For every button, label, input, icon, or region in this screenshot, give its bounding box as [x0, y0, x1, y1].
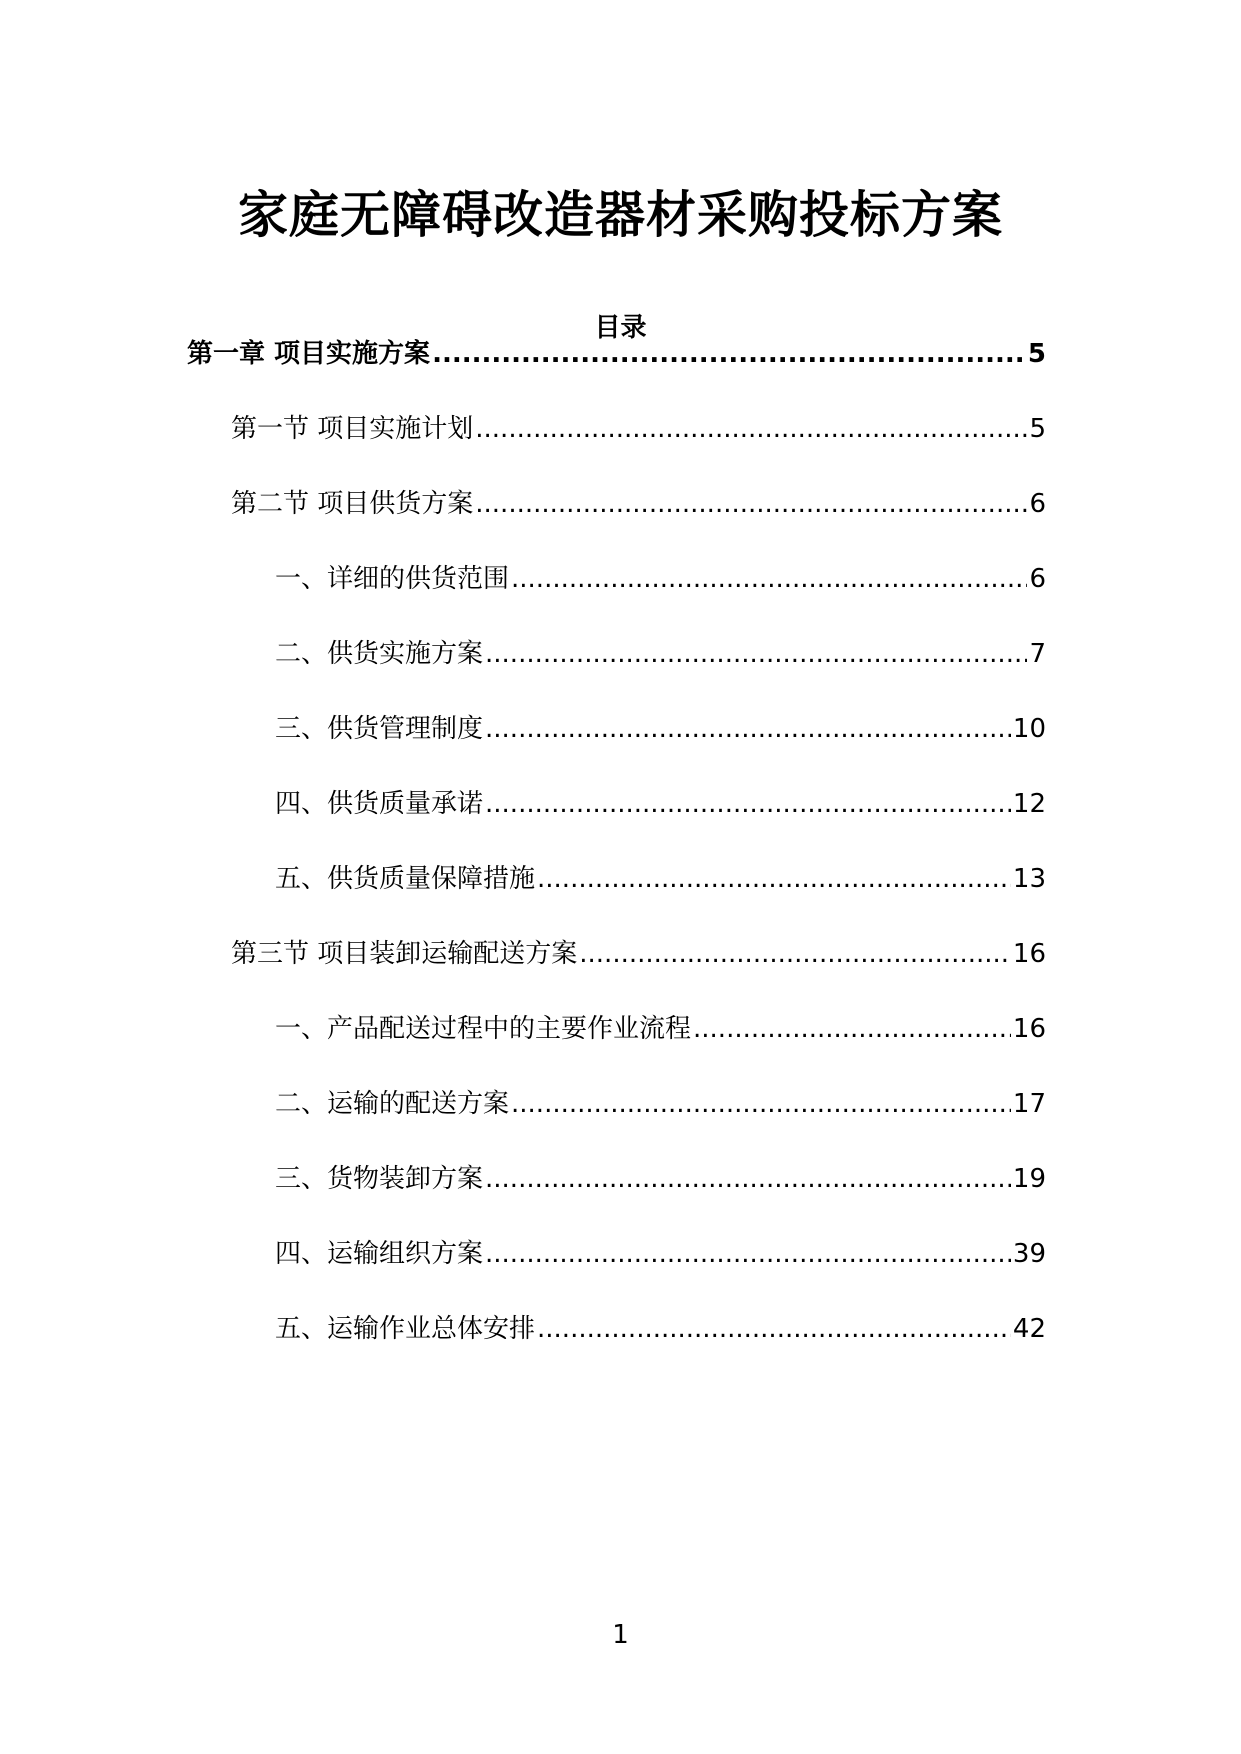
toc-entry-page: 39: [1012, 1239, 1046, 1269]
toc-entry[interactable]: [275, 557, 1046, 601]
page-number: 1: [612, 1620, 629, 1650]
toc-entry-title: 第三节 项目装卸运输配送方案: [231, 939, 578, 969]
toc-entry-title: 第一章 项目实施方案: [187, 339, 431, 369]
toc-dot-leader: [485, 782, 1011, 826]
toc-entry-title: 一、详细的供货范围: [275, 564, 510, 594]
toc-entry-page: 13: [1012, 864, 1046, 894]
toc-entry[interactable]: [231, 482, 1046, 526]
toc-heading: 目录: [594, 313, 647, 343]
toc-entry-page: 19: [1012, 1164, 1046, 1194]
toc-entry[interactable]: [275, 1157, 1046, 1201]
toc-entry[interactable]: [275, 1082, 1046, 1126]
toc-dot-leader: [511, 1082, 1011, 1126]
toc-entry-title: 四、供货质量承诺: [275, 789, 484, 819]
toc-entry-title: 二、运输的配送方案: [275, 1089, 510, 1119]
toc-entry-page: 7: [1029, 639, 1046, 669]
toc-entry-page: 6: [1029, 489, 1046, 519]
toc-entry[interactable]: [275, 707, 1046, 751]
toc-entry[interactable]: [275, 857, 1046, 901]
toc-entry-title: 第一节 项目实施计划: [231, 414, 474, 444]
toc-entry-title: 五、运输作业总体安排: [275, 1314, 536, 1344]
toc-dot-leader: [485, 632, 1027, 676]
toc-dot-leader: [579, 932, 1011, 976]
document-title: 家庭无障碍改造器材采购投标方案: [238, 186, 1003, 244]
toc-entry-page: 5: [1029, 414, 1046, 444]
toc-entry[interactable]: [231, 407, 1046, 451]
toc-dot-leader: [511, 557, 1027, 601]
toc-dot-leader: [693, 1007, 1011, 1051]
toc-entry-title: 二、供货实施方案: [275, 639, 484, 669]
toc-dot-leader: [432, 332, 1026, 376]
toc-entry-title: 第二节 项目供货方案: [231, 489, 474, 519]
toc-entry[interactable]: [231, 932, 1046, 976]
toc-entry-page: 16: [1012, 939, 1046, 969]
toc-dot-leader: [485, 707, 1011, 751]
toc-dot-leader: [485, 1232, 1011, 1276]
toc-dot-leader: [537, 1307, 1011, 1351]
toc-entry-title: 三、货物装卸方案: [275, 1164, 484, 1194]
toc-entry[interactable]: [187, 332, 1046, 376]
toc-entry-page: 17: [1012, 1089, 1046, 1119]
toc-dot-leader: [475, 407, 1027, 451]
toc-dot-leader: [485, 1157, 1011, 1201]
toc-entry-title: 一、产品配送过程中的主要作业流程: [275, 1014, 692, 1044]
toc-entry[interactable]: [275, 1007, 1046, 1051]
toc-entry-page: 16: [1012, 1014, 1046, 1044]
toc-entry-page: 42: [1012, 1314, 1046, 1344]
toc-dot-leader: [475, 482, 1027, 526]
toc-entry[interactable]: [275, 632, 1046, 676]
toc-entry-page: 10: [1012, 714, 1046, 744]
toc-entry[interactable]: [275, 1307, 1046, 1351]
toc-entry-page: 6: [1029, 564, 1046, 594]
toc-entry-page: 5: [1027, 339, 1046, 369]
toc-entry-title: 四、运输组织方案: [275, 1239, 484, 1269]
toc-entry-title: 五、供货质量保障措施: [275, 864, 536, 894]
toc-dot-leader: [537, 857, 1011, 901]
toc-entry-title: 三、供货管理制度: [275, 714, 484, 744]
toc-entry[interactable]: [275, 1232, 1046, 1276]
toc-entry-page: 12: [1012, 789, 1046, 819]
toc-entry[interactable]: [275, 782, 1046, 826]
